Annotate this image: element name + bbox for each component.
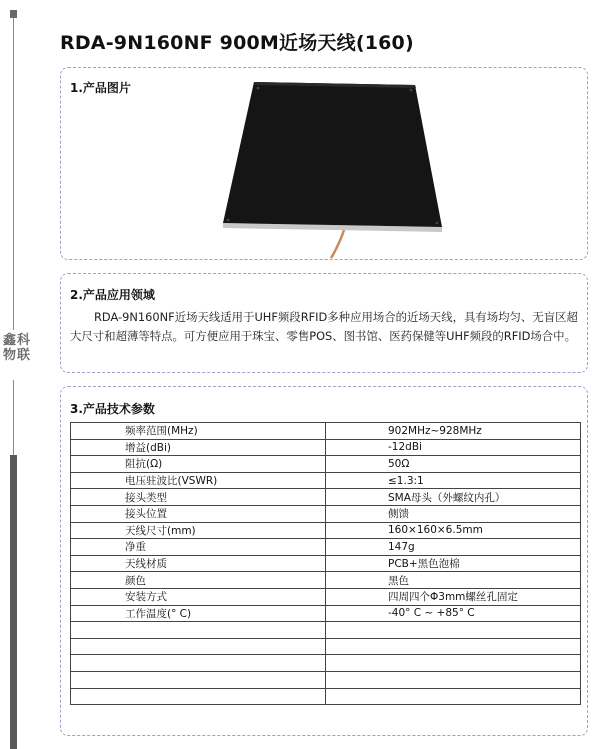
spec-value: -12dBi [326, 439, 581, 456]
rail-bar [10, 455, 17, 749]
spec-value: SMA母头（外螺纹内孔） [326, 489, 581, 506]
table-row [71, 456, 581, 473]
spec-label: 颜色 [71, 572, 326, 589]
rail-marker [10, 10, 17, 18]
spec-value: 50Ω [326, 456, 581, 473]
table-row [71, 423, 581, 440]
specs-panel [60, 386, 588, 736]
spec-label [71, 622, 326, 639]
table-row [71, 505, 581, 522]
table-row [71, 638, 581, 655]
spec-label [71, 655, 326, 672]
spec-label: 工作温度(° C) [71, 605, 326, 622]
section-heading: 2.产品应用领域 [70, 288, 155, 302]
spec-label: 安装方式 [71, 588, 326, 605]
spec-label: 天线尺寸(mm) [71, 522, 326, 539]
spec-table [70, 422, 581, 705]
spec-value: 黑色 [326, 572, 581, 589]
spec-value [326, 688, 581, 705]
table-row [71, 539, 581, 556]
spec-label: 增益(dBi) [71, 439, 326, 456]
spec-label [71, 638, 326, 655]
application-panel [60, 273, 588, 373]
table-row [71, 555, 581, 572]
spec-value: PCB+黑色泡棉 [326, 555, 581, 572]
brand-line-1: 鑫科 [3, 333, 32, 348]
spec-label: 电压驻波比(VSWR) [71, 472, 326, 489]
application-description: RDA-9N160NF近场天线适用于UHF频段RFID多种应用场合的近场天线，具有场均匀、无盲区超大尺寸和超薄等特点。可方便应用于珠宝、零售POS、图书馆、医药保健等UHF频段的RFID场合中。 [70, 310, 578, 343]
spec-value: 160×160×6.5mm [326, 522, 581, 539]
spec-value [326, 638, 581, 655]
spec-value [326, 622, 581, 639]
table-row [71, 472, 581, 489]
brand-logo [3, 333, 31, 363]
spec-value: 147g [326, 539, 581, 556]
table-row [71, 489, 581, 506]
section-heading: 3.产品技术参数 [70, 402, 155, 416]
spec-value: -40° C ~ +85° C [326, 605, 581, 622]
spec-value: 902MHz~928MHz [326, 423, 581, 440]
spec-value: ≤1.3:1 [326, 472, 581, 489]
rail-line [13, 18, 14, 330]
spec-label: 频率范围(MHz) [71, 423, 326, 440]
table-row [71, 655, 581, 672]
spec-label: 天线材质 [71, 555, 326, 572]
antenna-product-image [209, 80, 459, 260]
spec-label: 净重 [71, 539, 326, 556]
product-image-panel [60, 67, 588, 260]
spec-value [326, 671, 581, 688]
spec-label: 阻抗(Ω) [71, 456, 326, 473]
spec-label: 接头类型 [71, 489, 326, 506]
table-row [71, 688, 581, 705]
spec-label: 接头位置 [71, 505, 326, 522]
section-heading: 1.产品图片 [70, 81, 131, 95]
table-row [71, 572, 581, 589]
spec-label [71, 671, 326, 688]
brand-line-2: 物联 [3, 348, 32, 363]
spec-value: 四周四个Φ3mm螺丝孔固定 [326, 588, 581, 605]
table-row [71, 439, 581, 456]
table-row [71, 588, 581, 605]
spec-label [71, 688, 326, 705]
table-row [71, 522, 581, 539]
page-title: RDA-9N160NF 900M近场天线(160) [60, 32, 414, 54]
table-row [71, 671, 581, 688]
spec-value: 侧馈 [326, 505, 581, 522]
table-row [71, 622, 581, 639]
spec-value [326, 655, 581, 672]
table-row [71, 605, 581, 622]
